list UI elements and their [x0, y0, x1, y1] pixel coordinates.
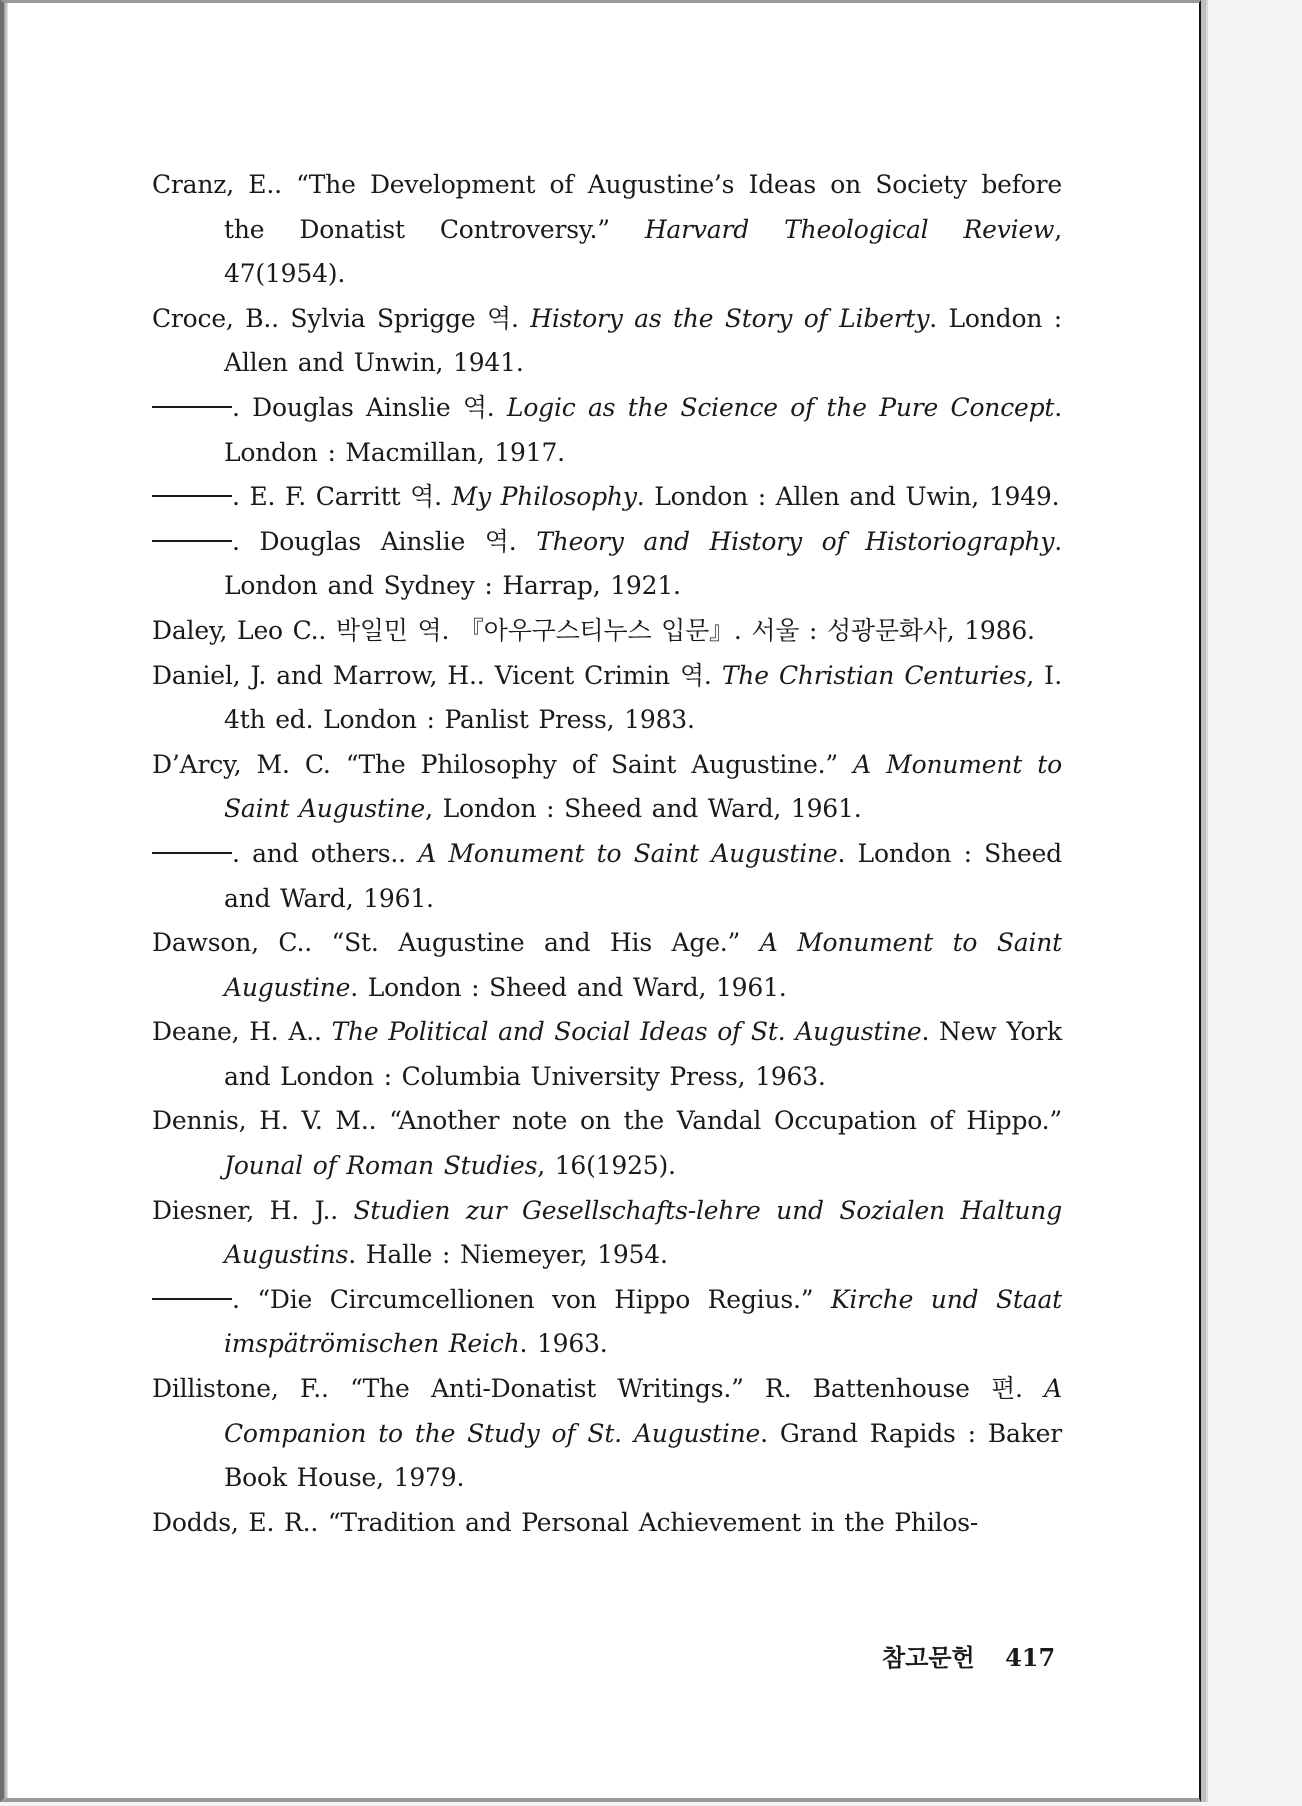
bibliography-entry [152, 386, 1062, 475]
bibliography-entry [152, 520, 1062, 609]
bibliography-entry [152, 921, 1062, 1010]
entry-text: . New York and London : Columbia University Press, 1963. [224, 1017, 1062, 1091]
bibliography-entry [152, 297, 1062, 386]
entry-title-italic: My Philosophy [451, 482, 637, 512]
entry-text: Dodds, E. R.. “Tradition and Personal Achievement in the Philos- [152, 1507, 979, 1537]
page-footer [882, 1638, 1055, 1673]
entry-text: Croce, B.. Sylvia Sprigge 역. [152, 303, 531, 333]
entry-text: . 1963. [519, 1329, 608, 1359]
entry-text: . London : Allen and Uwin, 1949. [636, 482, 1060, 512]
page-number: 417 [1005, 1643, 1056, 1672]
entry-text: Dawson, C.. “St. Augustine and His Age.” [152, 928, 760, 958]
entry-text: . London : Sheed and Ward, 1961. [224, 838, 1062, 913]
entry-text: . Douglas Ainslie 역. [232, 526, 537, 556]
page-edge-shadow [4, 3, 8, 1798]
bibliography-entry [152, 654, 1062, 743]
ditto-dash [152, 852, 232, 854]
bibliography-entry [152, 1189, 1062, 1278]
ditto-dash [152, 406, 232, 408]
entry-text: , 16(1925). [537, 1151, 676, 1181]
bibliography-entry [152, 743, 1062, 832]
entry-text: Deane, H. A.. [152, 1017, 332, 1047]
entry-text: , London : Sheed and Ward, 1961. [425, 794, 862, 824]
bibliography-list [152, 163, 1062, 1545]
entry-title-italic: Theory and History of Historiography [536, 526, 1055, 556]
entry-title-italic: The Political and Social Ideas of St. Augustine [331, 1017, 922, 1047]
bibliography-entry [152, 1501, 1062, 1546]
bibliography-entry [152, 475, 1062, 520]
entry-title-italic: Logic as the Science of the Pure Concept [506, 392, 1055, 422]
entry-title-italic: A Monument to Saint Augustine [224, 749, 1062, 824]
entry-text: . “Die Circumcellionen von Hippo Regius.” [232, 1284, 831, 1314]
entry-text: Daley, Leo C.. 박일민 역. 『아우구스티누스 입문』. 서울 : 성광문화사, 1986. [152, 615, 1035, 645]
entry-text: , 47(1954). [224, 214, 1062, 289]
entry-text: . Halle : Niemeyer, 1954. [348, 1240, 668, 1270]
entry-text: . Douglas Ainslie 역. [232, 392, 507, 422]
entry-title-italic: History as the Story of Liberty [530, 303, 930, 333]
entry-text: . and others.. [232, 838, 419, 868]
entry-title-italic: The Christian Centuries [721, 660, 1027, 690]
bibliography-entry [152, 1278, 1062, 1367]
bibliography-entry [152, 163, 1062, 297]
ditto-dash [152, 495, 232, 497]
ditto-dash [152, 1298, 232, 1300]
ditto-dash [152, 540, 232, 542]
entry-title-italic: A Monument to Saint Augustine [224, 928, 1062, 1002]
entry-title-italic: Studien zur Gesellschafts-lehre und Sozialen Haltung Augustins [224, 1195, 1062, 1270]
entry-text: Cranz, E.. “The Development of Augustine’s Ideas on Society before the Donatist Controversy.” [152, 170, 1062, 244]
entry-title-italic: Jounal of Roman Studies [224, 1151, 538, 1181]
bibliography-entry [152, 609, 1062, 654]
entry-title-italic: Kirche und Staat imspätrömischen Reich [224, 1284, 1062, 1359]
entry-text: . London and Sydney : Harrap, 1921. [224, 526, 1062, 601]
entry-text: Diesner, H. J.. [152, 1195, 354, 1225]
bibliography-entry [152, 1367, 1062, 1501]
entry-text: Daniel, J. and Marrow, H.. Vicent Crimin 역. [152, 660, 722, 690]
entry-text: , Ⅰ. 4th ed. London : Panlist Press, 1983. [224, 660, 1062, 735]
entry-text: Dennis, H. V. M.. “Another note on the Vandal Occupation of Hippo.” [152, 1106, 1062, 1136]
entry-text: . London : Sheed and Ward, 1961. [350, 972, 787, 1002]
entry-text: Dillistone, F.. “The Anti-Donatist Writings.” R. Battenhouse 편. [152, 1374, 1045, 1404]
bibliography-entry [152, 1099, 1062, 1188]
entry-text: . London : Allen and Unwin, 1941. [224, 303, 1062, 378]
entry-text: D’Arcy, M. C. “The Philosophy of Saint Augustine.” [152, 749, 854, 779]
entry-title-italic: Harvard Theological Review [644, 214, 1055, 244]
entry-text: . E. F. Carritt 역. [232, 482, 452, 512]
bibliography-entry [152, 832, 1062, 921]
running-footer-section: 참고문헌 [882, 1644, 975, 1672]
entry-title-italic: A Monument to Saint Augustine [418, 838, 838, 868]
entry-title-italic: A Companion to the Study of St. Augustine [224, 1374, 1062, 1448]
entry-text: . London : Macmillan, 1917. [224, 392, 1063, 467]
bibliography-entry [152, 1010, 1062, 1099]
entry-text: . Grand Rapids : Baker Book House, 1979. [224, 1418, 1062, 1493]
